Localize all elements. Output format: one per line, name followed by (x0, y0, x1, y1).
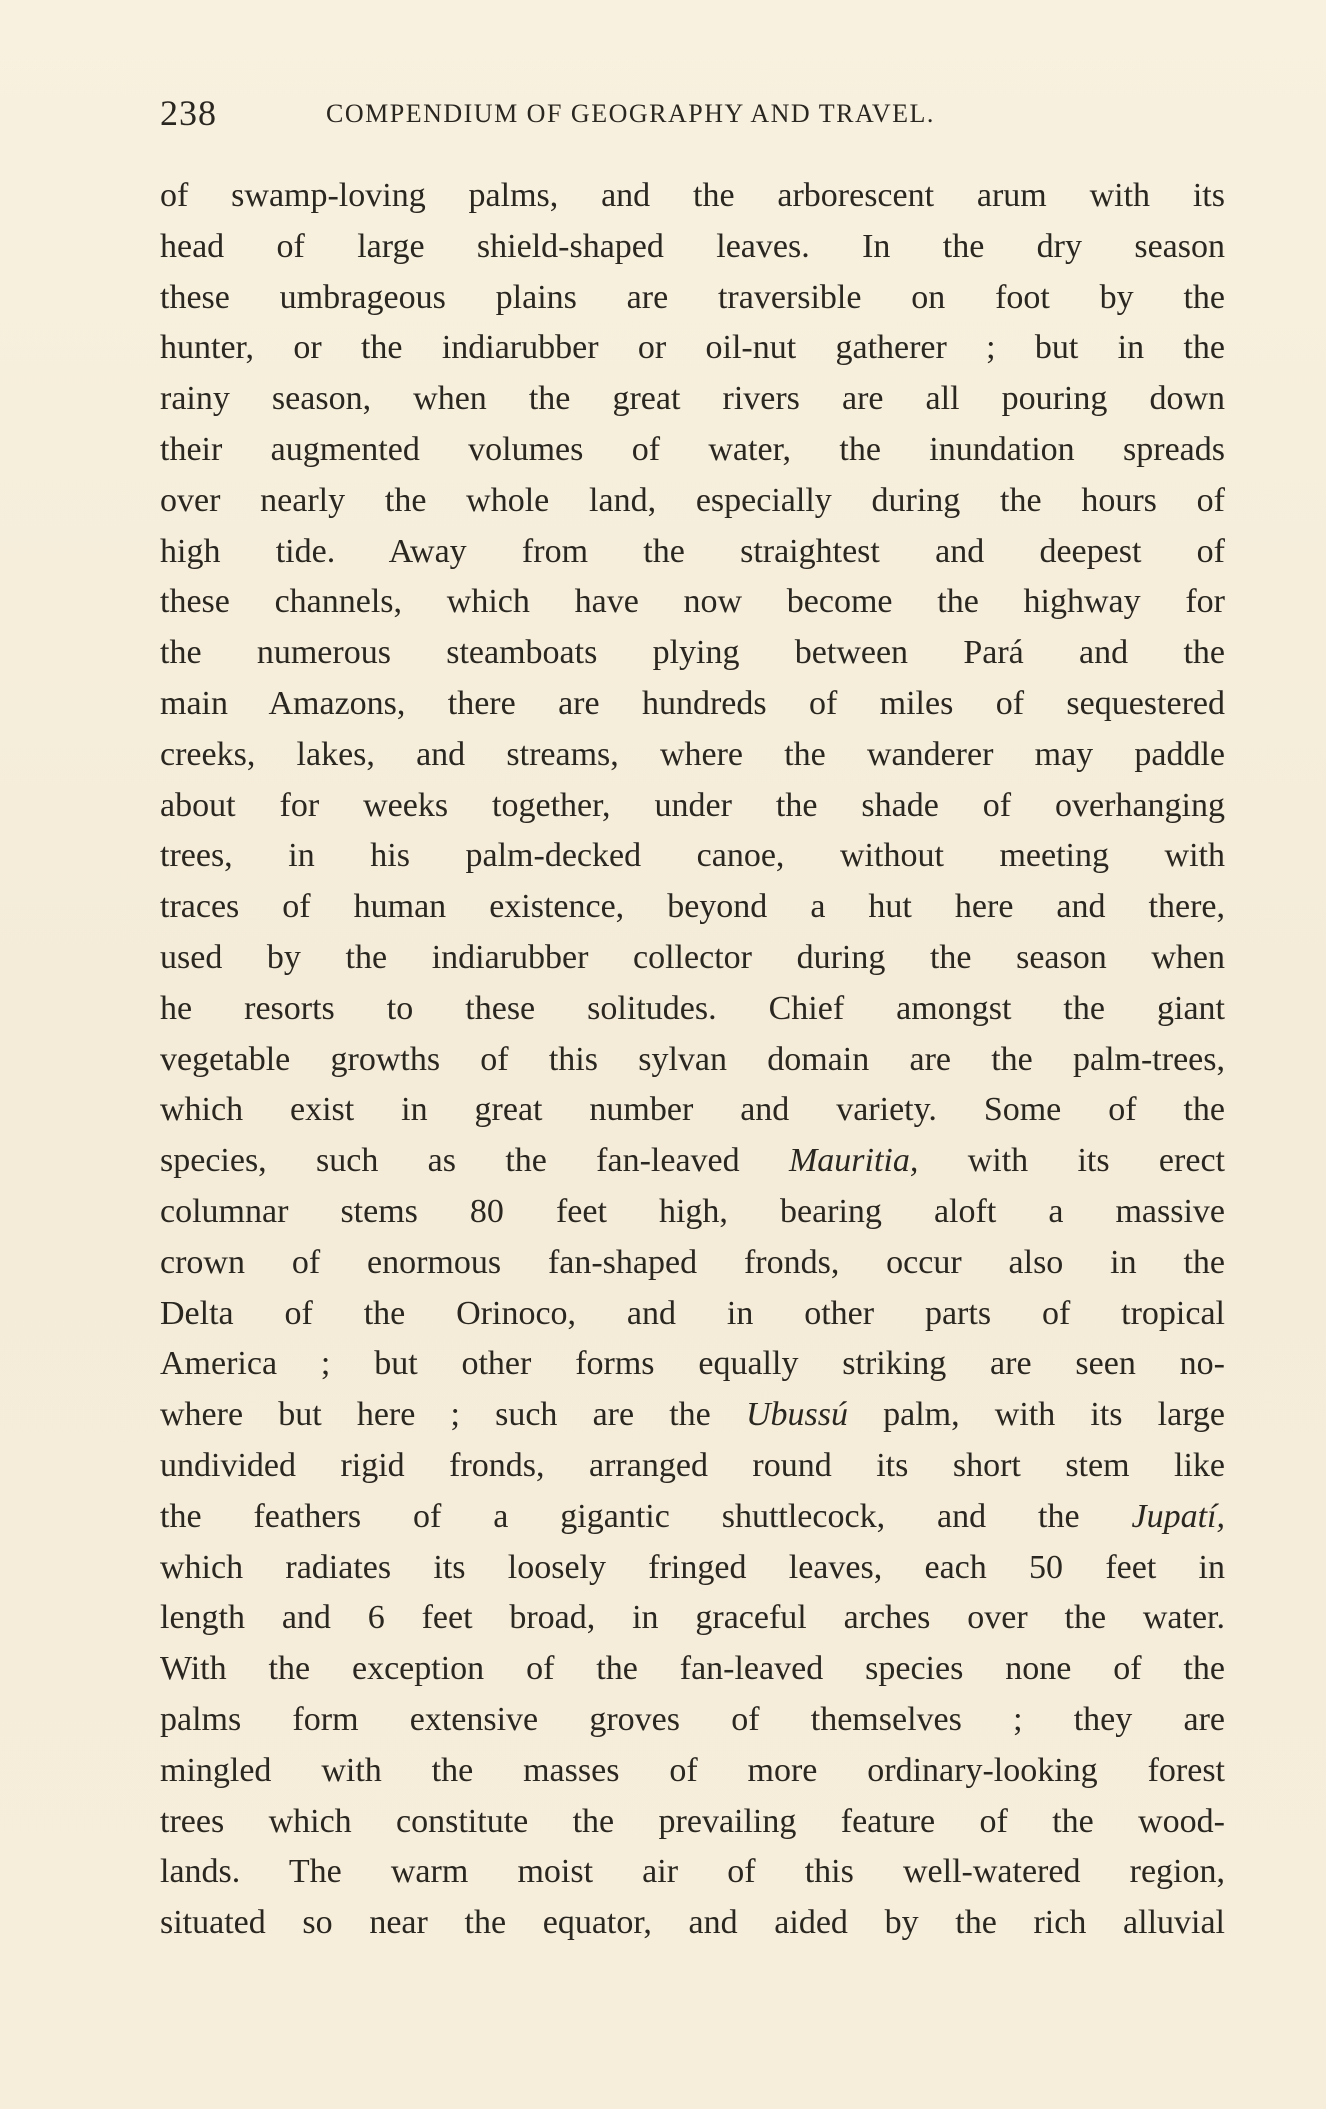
text-line: vegetable growths of this sylvan domain are the palm-trees, (160, 1040, 1225, 1078)
text-line: used by the indiarubber collector during the season when (160, 938, 1225, 976)
text-segment: the feathers of a gigantic shuttlecock, and the (160, 1497, 1132, 1535)
body-text (160, 171, 1225, 1949)
text-line: main Amazons, there are hundreds of miles of sequestered (160, 684, 1225, 722)
text-line: which radiates its loosely fringed leaves, each 50 feet in (160, 1548, 1225, 1586)
text-line: head of large shield-shaped leaves. In the dry season (160, 227, 1225, 265)
text-line: trees, in his palm-decked canoe, without meeting with (160, 837, 1225, 875)
text-line: crown of enormous fan-shaped fronds, occur also in the (160, 1243, 1225, 1281)
text-segment: where but here ; such are the (160, 1396, 746, 1434)
text-line: which exist in great number and variety. Some of the (160, 1091, 1225, 1129)
text-line: mingled with the masses of more ordinary-looking forest (160, 1751, 1225, 1789)
text-segment: palm, with its large (847, 1396, 1225, 1434)
text-line: length and 6 feet broad, in graceful arches over the water. (160, 1599, 1225, 1637)
text-line: he resorts to these solitudes. Chief amongst the giant (160, 989, 1225, 1027)
text-line-with-italic (160, 1390, 1225, 1441)
text-line: over nearly the whole land, especially during the hours of (160, 481, 1225, 519)
text-line: their augmented volumes of water, the inundation spreads (160, 430, 1225, 468)
text-line: columnar stems 80 feet high, bearing aloft a massive (160, 1192, 1225, 1230)
text-line: these umbrageous plains are traversible on foot by the (160, 278, 1225, 316)
text-line: of swamp-loving palms, and the arborescent arum with its (160, 177, 1225, 214)
text-line: Delta of the Orinoco, and in other parts of tropical (160, 1294, 1225, 1332)
text-line: these channels, which have now become the highway for (160, 583, 1225, 621)
page-number: 238 (160, 93, 217, 133)
text-line: rainy season, when the great rivers are all pouring down (160, 380, 1225, 418)
text-segment: species, such as the fan-leaved (160, 1142, 789, 1180)
page-header (160, 88, 1225, 138)
text-line: high tide. Away from the straightest and deepest of (160, 532, 1225, 570)
text-line: trees which constitute the prevailing feature of the wood- (160, 1802, 1225, 1840)
text-line-with-italic (160, 1136, 1225, 1187)
text-line: palms form extensive groves of themselves ; they are (160, 1700, 1225, 1738)
text-line: the numerous steamboats plying between Pará and the (160, 634, 1225, 672)
text-line-with-italic (160, 1492, 1225, 1543)
italic-term-ubussu: Ubussú (745, 1396, 848, 1434)
italic-term-mauritia: Mauritia, (788, 1142, 919, 1180)
text-line: undivided rigid fronds, arranged round its short stem like (160, 1446, 1225, 1484)
text-line: hunter, or the indiarubber or oil-nut gatherer ; but in the (160, 329, 1225, 367)
text-line: traces of human existence, beyond a hut here and there, (160, 888, 1225, 926)
text-line: America ; but other forms equally striking are seen no- (160, 1345, 1225, 1383)
text-line: lands. The warm moist air of this well-watered region, (160, 1853, 1225, 1891)
text-line: With the exception of the fan-leaved species none of the (160, 1650, 1225, 1688)
text-line: creeks, lakes, and streams, where the wanderer may paddle (160, 735, 1225, 773)
text-segment: with its erect (918, 1142, 1225, 1180)
text-line: about for weeks together, under the shade of overhanging (160, 786, 1225, 824)
running-head: COMPENDIUM OF GEOGRAPHY AND TRAVEL. (326, 99, 935, 128)
italic-term-jupati: Jupatí, (1131, 1497, 1225, 1535)
text-line: situated so near the equator, and aided by the rich alluvial (160, 1904, 1225, 1942)
